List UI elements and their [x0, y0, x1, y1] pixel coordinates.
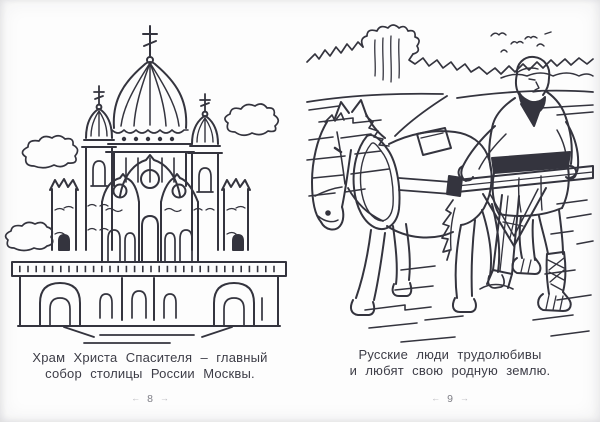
right-dome-tower: [188, 94, 222, 250]
far-left-tower: [50, 179, 78, 250]
facade-windows: [102, 202, 198, 262]
page-marker-right-icon: →: [159, 393, 169, 403]
right-caption-line1: Русские люди трудолюбивы: [358, 347, 542, 362]
left-dome-tower: [82, 86, 116, 250]
birds: [491, 32, 551, 52]
right-page-number: [300, 393, 600, 405]
page-marker-left-icon: ←: [431, 393, 441, 403]
right-page-number-value: 9: [447, 393, 453, 405]
balustrade: [12, 262, 286, 276]
left-page-number: [0, 393, 300, 405]
left-caption: [0, 350, 300, 382]
cathedral-illustration: [2, 10, 294, 346]
plowman-illustration: [305, 12, 597, 348]
cathedral-line-art: [2, 10, 294, 346]
plowman-line-art: [305, 12, 597, 348]
base-arches: [18, 276, 280, 326]
page-marker-left-icon: ←: [131, 393, 141, 403]
left-caption-line1: Храм Христа Спасителя – главный: [32, 350, 268, 365]
right-page: [300, 0, 600, 422]
left-caption-line2: собор столицы России Москвы.: [45, 366, 255, 381]
central-dome: [106, 26, 194, 186]
horse: [312, 100, 504, 315]
right-caption-line2: и любят свою родную землю.: [349, 363, 551, 378]
far-right-tower: [222, 179, 250, 250]
page-marker-right-icon: →: [459, 393, 469, 403]
left-page-number-value: 8: [147, 393, 153, 405]
right-caption: [300, 347, 600, 379]
ground-lines: [64, 327, 232, 343]
